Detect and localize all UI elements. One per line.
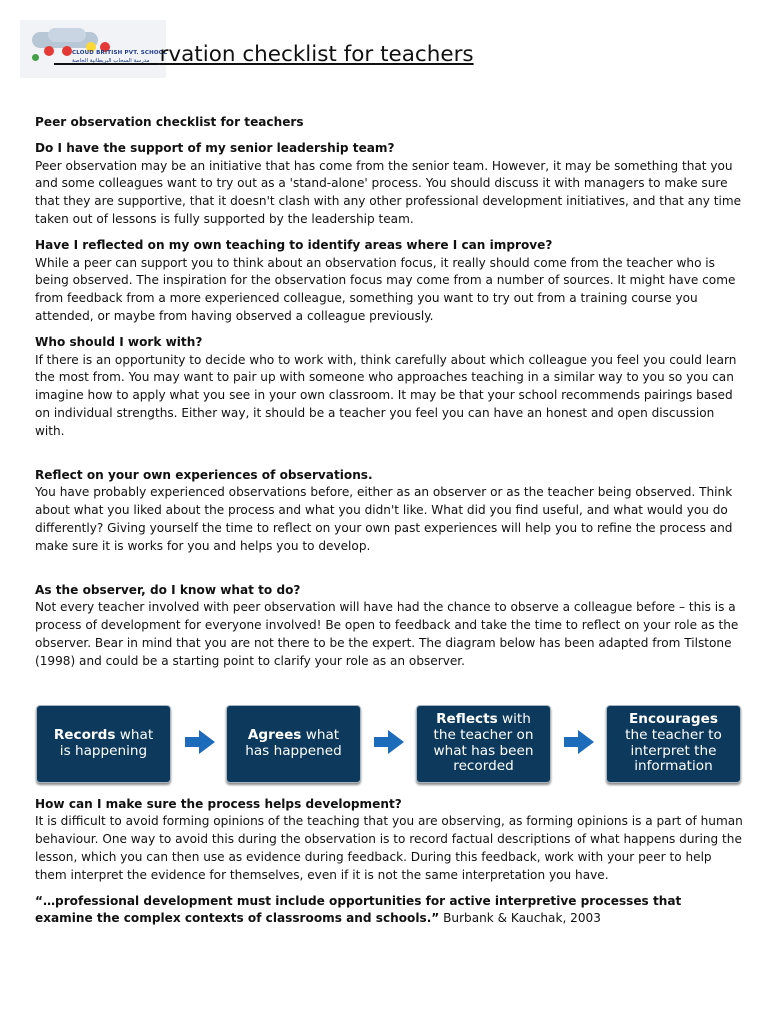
arrow-right-icon <box>374 730 404 754</box>
section-body: Peer observation may be an initiative that has come from the senior team. However, it may be something that you and some colleagues want to try out as a 'stand-alone' process. You should discuss it with managers to make sure that they are supportive, that it doesn't clash with any other professional development initiatives, and that any time taken out of lessons is fully supported by the leadership team. <box>35 158 742 226</box>
document-heading: Peer observation checklist for teachers <box>35 115 304 129</box>
logo-school-name-arabic: مدرسة السحاب البريطانية الخاصة <box>72 58 150 64</box>
section-question: How can I make sure the process helps development? <box>35 796 402 811</box>
section-body: Not every teacher involved with peer observation will have had the chance to observe a colleague before – this is a process of development for everyone involved! Be open to feedback and take the time to reflect on your role as the observer. Bear in mind that you are not there to be the expert. The diagram below has been adapted from Tilstone (1998) and could be a starting point to clarify your role as an observer. <box>35 600 739 668</box>
step-text: recorded <box>453 758 514 775</box>
section-development <box>35 796 743 885</box>
step-keyword: Records <box>53 726 116 743</box>
step-keyword: Encourages <box>629 711 718 728</box>
cloud-shape <box>48 28 86 42</box>
step-text: interpret the <box>630 742 717 759</box>
logo-dot <box>32 54 39 61</box>
arrow-right-icon <box>564 730 594 754</box>
section-support <box>35 140 743 229</box>
step-text: what has been <box>433 742 534 759</box>
section-question: Have I reflected on my own teaching to identify areas where I can improve? <box>35 237 553 252</box>
section-body: You have probably experienced observations before, either as an observer or as the teacher being observed. Think about what you liked about the process and what you didn't like. What did you find useful, and what would you do differently? Giving yourself the time to reflect on your own past experiences will help you to refine the process and make sure it is works for you and helps you to develop. <box>35 485 733 553</box>
observer-role-diagram <box>35 700 743 790</box>
page-title-visible-part: rvation checklist for teachers <box>159 42 474 67</box>
page-title-hidden-part <box>54 42 160 67</box>
logo-school-name: CLOUD BRITISH PVT. SCHOOL <box>72 50 168 56</box>
diagram-step-encourages <box>606 705 741 783</box>
step-text: with <box>497 711 531 728</box>
closing-quote <box>35 893 743 929</box>
section-body: While a peer can support you to think about an observation focus, it really should come from the teacher who is being observed. The inspiration for the observation focus may come from a number of sources. It might have come from feedback from a more experienced colleague, something you want to try out from a training course you attended, or maybe from having observed a colleague previously. <box>35 255 736 323</box>
step-keyword: Reflects <box>436 711 498 728</box>
diagram-step-records <box>36 705 171 783</box>
section-question: Reflect on your own experiences of observations. <box>35 467 373 482</box>
step-text: what <box>115 726 154 743</box>
section-question: As the observer, do I know what to do? <box>35 582 301 597</box>
step-text: is happening <box>59 742 148 759</box>
quote-citation: Burbank & Kauchak, 2003 <box>439 911 601 926</box>
step-text: what <box>301 726 340 743</box>
diagram-step-reflects <box>416 705 551 783</box>
logo-dot <box>44 46 54 56</box>
step-text: information <box>634 758 713 775</box>
section-who <box>35 334 743 441</box>
diagram-step-agrees <box>226 705 361 783</box>
arrow-right-icon <box>185 730 215 754</box>
section-reflected <box>35 237 743 326</box>
step-text: the teacher to <box>625 726 722 743</box>
section-question: Who should I work with? <box>35 334 203 349</box>
quote-text: “…professional development must include opportunities for active interpretive processes that examine the complex contexts of classrooms and schools.” <box>35 893 682 926</box>
page-title <box>54 42 474 67</box>
document-body <box>35 114 743 928</box>
section-body: It is difficult to avoid forming opinions of the teaching that you are observing, as forming opinions is a part of human behaviour. One way to avoid this during the observation is to record factual descriptions of what happens during the lesson, which you can then use as evidence during feedback. During this feedback, work with your peer to help them interpret the evidence for themselves, even if it is not the same interpretation you have. <box>35 814 743 882</box>
section-observer <box>35 582 743 671</box>
step-text: the teacher on <box>433 726 534 743</box>
step-keyword: Agrees <box>247 726 302 743</box>
section-reflect-experiences <box>35 467 743 556</box>
section-question: Do I have the support of my senior leadership team? <box>35 140 395 155</box>
section-body: If there is an opportunity to decide who to work with, think carefully about which colleague you feel you could learn the most from. You may want to pair up with someone who approaches teaching in a similar way to you so you can imagine how to apply what you see in your own classroom. It may be that your school recommends pairings based on individual strengths. Either way, it should be a teacher you feel you can have an honest and open discussion with. <box>35 352 737 438</box>
step-text: has happened <box>245 742 342 759</box>
